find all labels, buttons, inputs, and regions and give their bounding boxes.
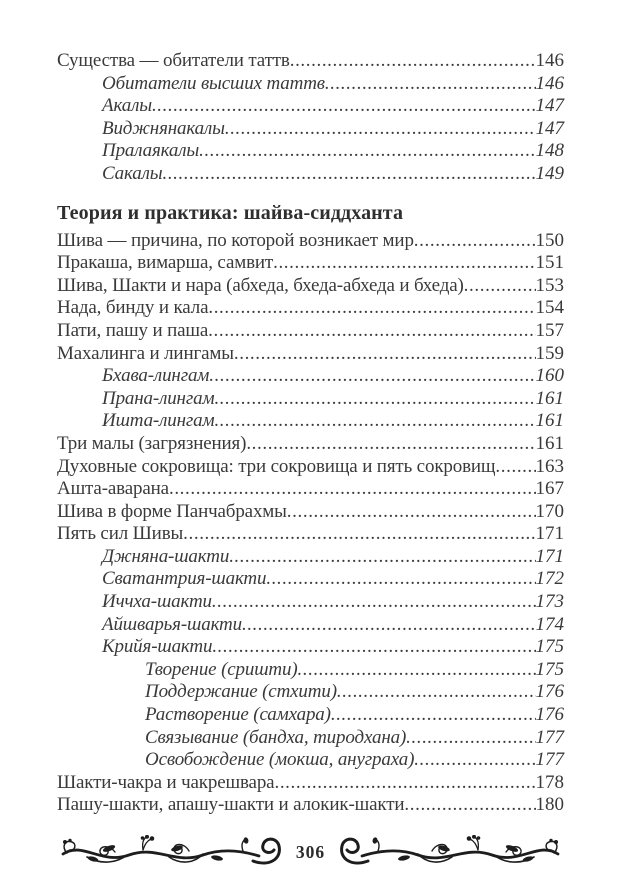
toc-entry-title: Ишта-лингам [102,410,215,432]
toc-dot-leader [214,388,535,411]
floral-flourish-right-icon [336,835,564,869]
toc-page-number: 180 [535,794,564,816]
toc-entry-title: Джняна-шакти [102,545,230,567]
toc-page-number: 171 [535,523,564,545]
toc-entry-title: Шива, Шакти и нара (абхеда, бхеда-абхеда и бхеда) [57,274,464,296]
toc-entry [57,636,564,659]
toc-entry [57,659,564,682]
toc-dot-leader [229,546,535,569]
toc-entry [57,320,564,343]
toc-dot-leader [246,433,535,456]
toc-page-number: 161 [535,410,564,432]
toc-entry-title: Обитатели высших таттв [102,72,325,94]
toc-page-number: 157 [535,319,564,341]
toc-dot-leader [209,365,535,388]
toc-page-number: 175 [535,658,564,680]
toc-page-number: 170 [535,500,564,522]
toc-dot-leader [414,749,535,772]
toc-entry-title: Иччха-шакти [102,591,212,613]
toc-page-number: 154 [535,297,564,319]
toc-entry-title: Поддержание (стхити) [145,681,337,703]
toc-dot-leader [274,772,535,795]
toc-page-number: 176 [535,681,564,703]
toc-page-number: 153 [535,274,564,296]
toc-page-number: 147 [535,117,564,139]
toc-entry [57,501,564,524]
toc-page-number: 146 [535,50,564,71]
toc-page-number: 149 [535,162,564,184]
toc-entry-title: Сакалы [102,162,163,184]
toc-page-number: 161 [535,432,564,454]
toc-entry-title: Духовные сокровища: три сокровища и пять сокровищ [57,455,496,477]
toc-dot-leader [404,794,535,817]
toc-page-number: 177 [535,726,564,748]
toc-page-number: 163 [535,455,564,477]
toc-dot-leader [162,163,535,186]
toc-entry [57,118,564,141]
toc-dot-leader [234,343,536,366]
toc-dot-leader [183,523,535,546]
toc-dot-leader [464,275,536,298]
toc-entry-title: Существа — обитатели таттв [57,50,290,71]
toc-page-number: 160 [535,365,564,387]
toc-entry [57,614,564,637]
toc-page-number: 148 [535,140,564,162]
toc-entry [57,772,564,795]
toc-entry-title: Крийя-шакти [102,636,213,658]
toc-entry-title: Пати, пашу и паша [57,319,209,341]
toc-entry [57,681,564,704]
toc-page-number: 146 [535,72,564,94]
toc-dot-leader [287,501,536,524]
toc-dot-leader [414,230,536,253]
toc-page-number: 178 [535,771,564,793]
section-heading: Теория и практика: шайва-сиддханта [57,201,404,224]
toc-dot-leader [214,410,535,433]
page-number: 306 [295,841,326,862]
toc-entry [57,252,564,275]
toc-entry [57,275,564,298]
toc-dot-leader [208,320,535,343]
toc-entry [57,591,564,614]
toc-entry-title: Пракаша, вимарша, самвит [57,252,274,274]
toc-entry-title: Ашта-аварана [57,478,169,500]
floral-flourish-left-icon [57,835,285,869]
toc-entry-title: Творение (сришти) [145,658,298,680]
toc-page-number: 151 [535,252,564,274]
toc-entry-title: Айшварья-шакти [102,613,242,635]
toc-entry-title: Сватантрия-шакти [102,568,267,590]
toc-entry-title: Махалинга и лингамы [57,342,234,364]
toc-entry [57,163,564,186]
table-of-contents [57,50,564,817]
toc-entry [57,749,564,772]
toc-dot-leader [325,73,536,96]
toc-dot-leader [290,50,536,73]
toc-dot-leader [337,681,536,704]
toc-entry [57,478,564,501]
toc-dot-leader [152,95,536,118]
toc-entry-title: Три малы (загрязнения) [57,432,247,454]
toc-entry-title: Акалы [102,95,152,117]
toc-page-number: 173 [535,591,564,613]
toc-entry [57,95,564,118]
toc-entry [57,794,564,817]
toc-entry-title: Освобождение (мокша, ануграха) [145,749,415,771]
toc-dot-leader [169,478,536,501]
toc-entry [57,410,564,433]
toc-entry-title: Шива в форме Панчабрахмы [57,500,287,522]
toc-entry [57,546,564,569]
toc-entry [57,523,564,546]
toc-page-number: 147 [535,95,564,117]
toc-entry-title: Бхава-лингам [102,365,210,387]
toc-entry [57,433,564,456]
toc-dot-leader [208,297,535,320]
toc-entry-title: Растворение (самхара) [145,704,331,726]
toc-entry-title: Шакти-чакра и чакрешвара [57,771,275,793]
toc-entry [57,365,564,388]
toc-page-number: 175 [535,636,564,658]
toc-page-number: 177 [535,749,564,771]
toc-dot-leader [273,252,535,275]
toc-entry [57,50,564,73]
toc-entry-title: Прана-лингам [102,387,215,409]
toc-entry [57,343,564,366]
toc-page-number: 176 [535,704,564,726]
toc-entry [57,388,564,411]
toc-entry-title: Пять сил Шивы [57,523,184,545]
toc-dot-leader [199,140,535,163]
toc-entry-title: Связывание (бандха, тиродхана) [145,726,407,748]
toc-dot-leader [331,704,536,727]
toc-entry-title: Виджнянакалы [102,117,225,139]
toc-dot-leader [495,456,535,479]
toc-entry-title: Пралаякалы [102,140,200,162]
toc-dot-leader [406,727,535,750]
page-footer [57,835,564,869]
toc-dot-leader [212,636,535,659]
toc-dot-leader [212,591,536,614]
toc-page-number: 172 [535,568,564,590]
toc-entry [57,230,564,253]
toc-page-number: 159 [535,342,564,364]
toc-entry [57,456,564,479]
toc-page-number: 174 [535,613,564,635]
toc-entry-title: Нада, бинду и кала [57,297,209,319]
toc-page-number: 167 [535,478,564,500]
toc-dot-leader [225,118,536,141]
toc-dot-leader [242,614,536,637]
toc-entry [57,73,564,96]
toc-page-number: 161 [535,387,564,409]
toc-entry [57,140,564,163]
toc-page-number: 150 [535,229,564,251]
toc-entry [57,568,564,591]
toc-entry-title: Шива — причина, по которой возникает мир [57,229,414,251]
toc-dot-leader [298,659,536,682]
toc-dot-leader [266,568,535,591]
toc-entry [57,297,564,320]
toc-entry-title: Пашу-шакти, апашу-шакти и алокик-шакти [57,794,405,816]
toc-entry [57,727,564,750]
toc-page-number: 171 [535,545,564,567]
toc-entry [57,704,564,727]
